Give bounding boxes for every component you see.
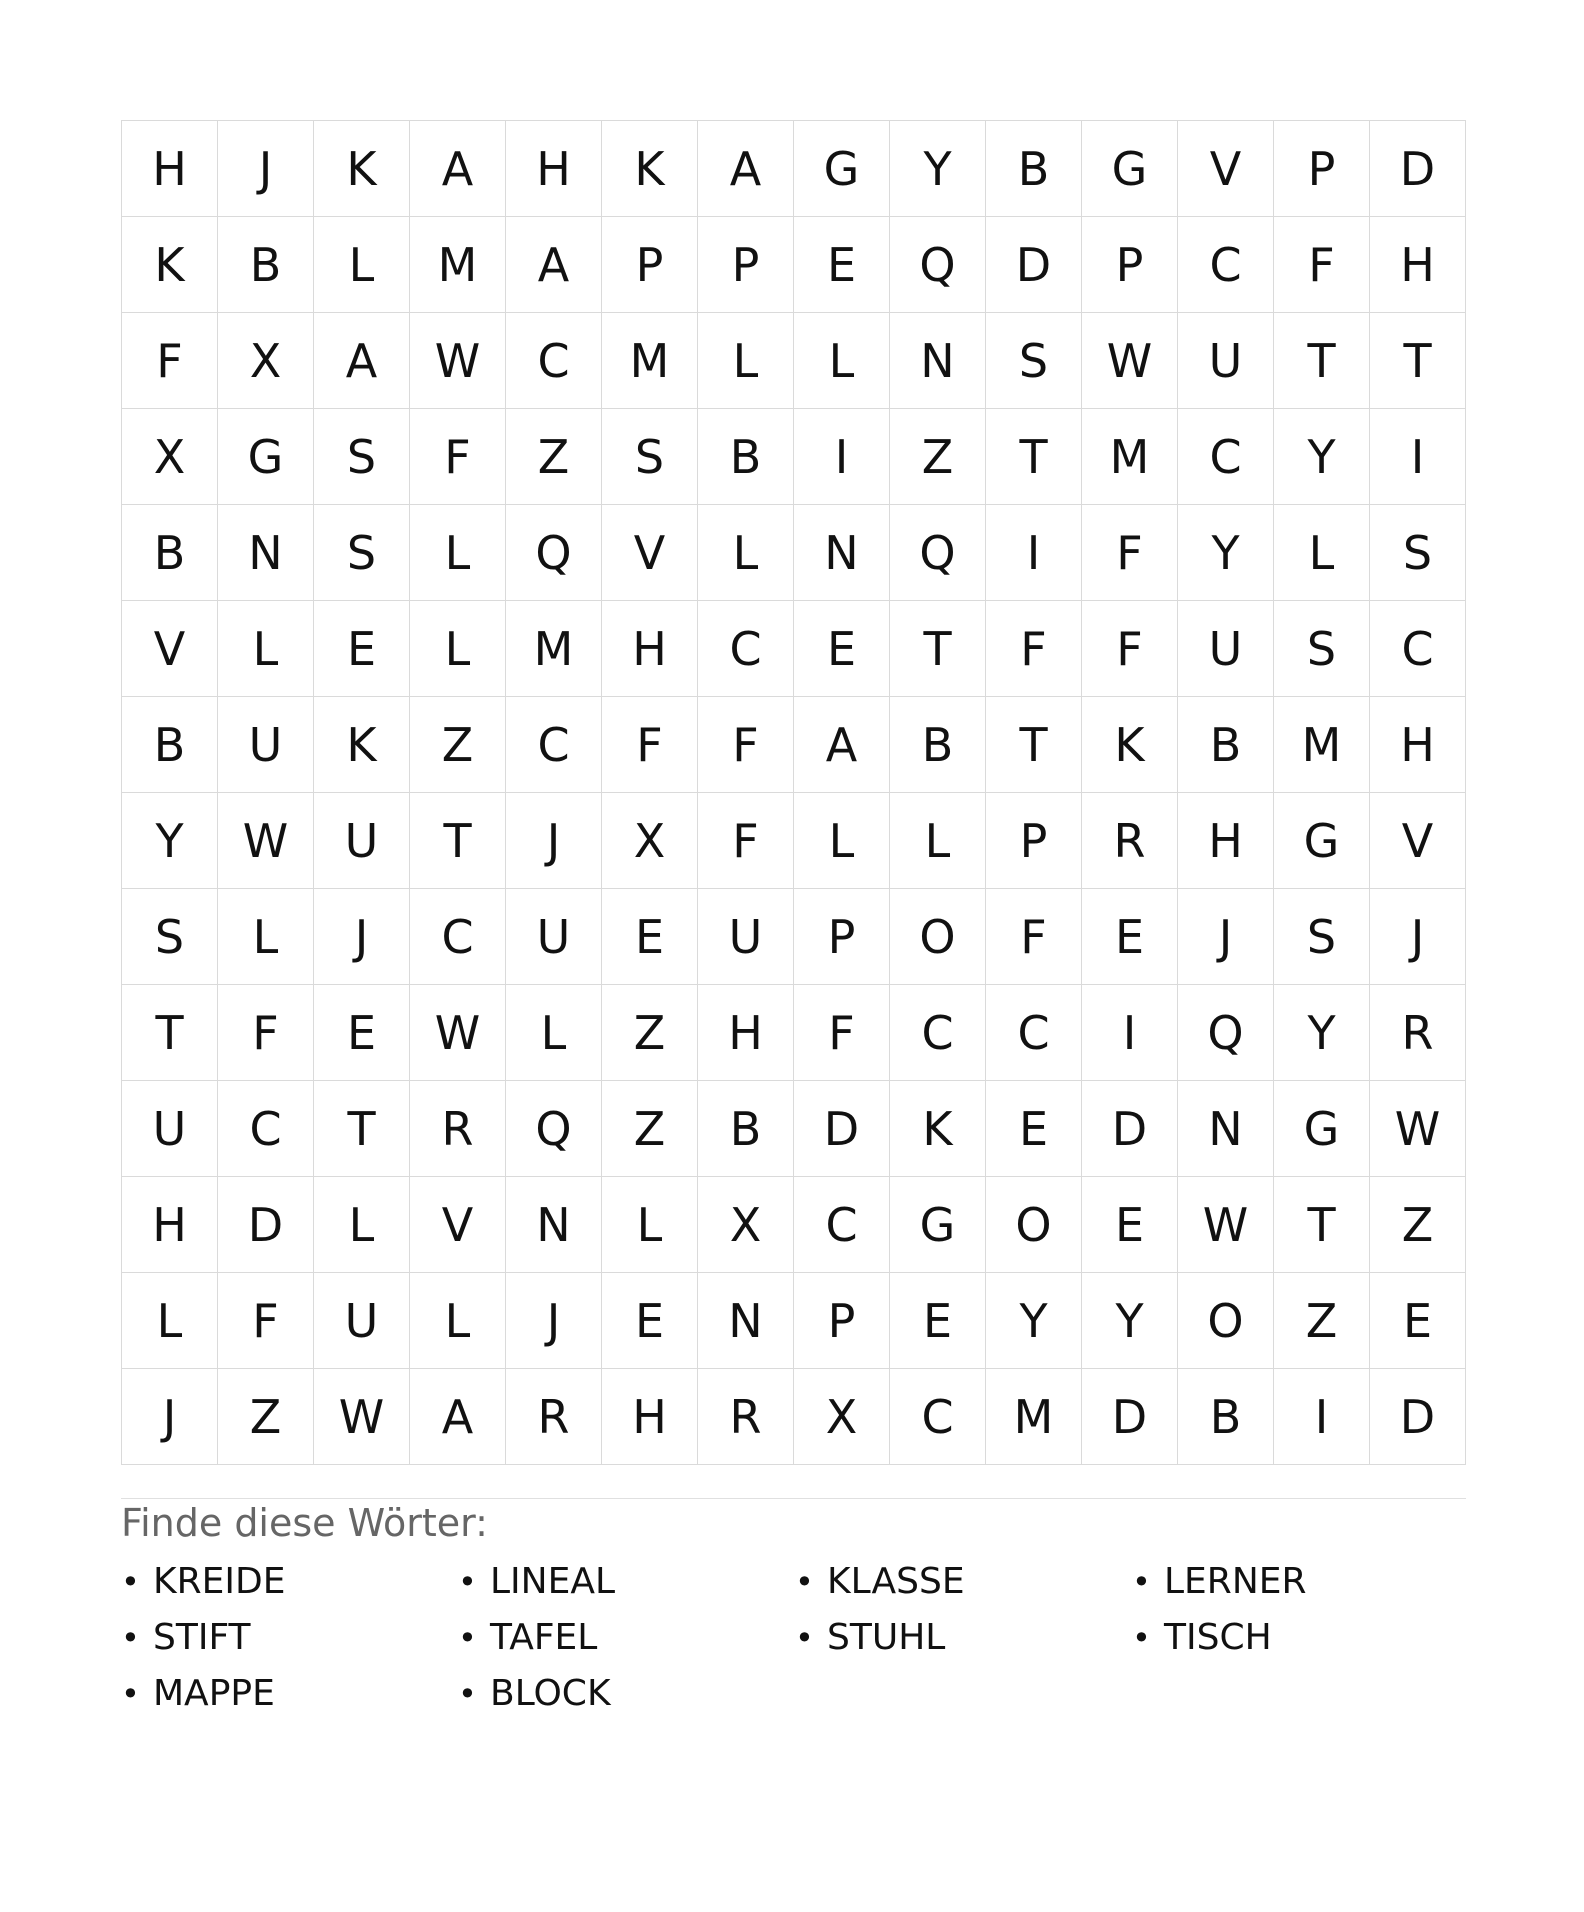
grid-cell[interactable]: G [218,409,314,505]
grid-cell[interactable]: K [1082,697,1178,793]
grid-cell[interactable]: J [1370,889,1466,985]
grid-cell[interactable]: J [218,121,314,217]
grid-cell[interactable]: X [122,409,218,505]
grid-cell[interactable]: U [122,1081,218,1177]
grid-cell[interactable]: T [1274,1177,1370,1273]
grid-cell[interactable]: U [1178,313,1274,409]
grid-cell[interactable]: M [986,1369,1082,1465]
word-label: BLOCK [490,1673,611,1714]
word-list [121,1558,1466,1726]
grid-cell[interactable]: E [890,1273,986,1369]
grid-cell[interactable]: W [410,985,506,1081]
grid-cell[interactable]: L [218,601,314,697]
grid-cell[interactable]: I [986,505,1082,601]
grid-cell[interactable]: I [794,409,890,505]
grid-cell[interactable]: A [698,121,794,217]
grid-cell[interactable]: A [410,121,506,217]
grid-cell[interactable]: J [122,1369,218,1465]
grid-cell[interactable]: W [1178,1177,1274,1273]
grid-cell[interactable]: V [1178,121,1274,217]
grid-cell[interactable]: S [122,889,218,985]
grid-cell[interactable]: S [1274,889,1370,985]
grid-cell[interactable]: N [1178,1081,1274,1177]
grid-cell[interactable]: E [1370,1273,1466,1369]
grid-cell[interactable]: X [794,1369,890,1465]
grid-cell[interactable]: V [1370,793,1466,889]
grid-cell[interactable]: U [1178,601,1274,697]
grid-cell[interactable]: L [794,793,890,889]
grid-cell[interactable]: C [890,985,986,1081]
grid-cell[interactable]: X [698,1177,794,1273]
grid-cell[interactable]: B [122,697,218,793]
grid-cell[interactable]: H [122,1177,218,1273]
word-list-heading: Finde diese Wörter: [121,1501,488,1545]
grid-cell[interactable]: B [698,409,794,505]
grid-cell[interactable]: D [1370,1369,1466,1465]
bullet-icon: • [458,1563,477,1601]
grid-cell[interactable]: L [314,1177,410,1273]
word-label: LINEAL [490,1561,616,1602]
grid-cell[interactable]: C [698,601,794,697]
grid-cell[interactable]: Q [890,217,986,313]
grid-cell[interactable]: G [1082,121,1178,217]
grid-cell[interactable]: I [1274,1369,1370,1465]
word-label: MAPPE [153,1673,275,1714]
grid-cell[interactable]: T [890,601,986,697]
grid-cell[interactable]: B [1178,1369,1274,1465]
grid-cell[interactable]: C [506,313,602,409]
grid-cell[interactable]: R [410,1081,506,1177]
grid-cell[interactable]: B [218,217,314,313]
grid-cell[interactable]: F [698,793,794,889]
grid-cell[interactable]: F [602,697,698,793]
grid-cell[interactable]: Y [122,793,218,889]
grid-cell[interactable]: W [1370,1081,1466,1177]
grid-cell[interactable]: P [794,1273,890,1369]
word-label: STIFT [153,1617,251,1658]
grid-cell[interactable]: E [602,889,698,985]
grid-cell[interactable]: E [602,1273,698,1369]
grid-cell[interactable]: C [890,1369,986,1465]
grid-cell[interactable]: N [698,1273,794,1369]
grid-cell[interactable]: V [602,505,698,601]
grid-cell[interactable]: Q [506,1081,602,1177]
grid-cell[interactable]: F [1082,601,1178,697]
grid-cell[interactable]: E [1082,1177,1178,1273]
grid-cell[interactable]: H [602,1369,698,1465]
word-list-item [458,1670,795,1726]
grid-cell[interactable]: O [1178,1273,1274,1369]
grid-cell[interactable]: E [314,985,410,1081]
grid-cell[interactable]: C [1178,409,1274,505]
grid-cell[interactable]: K [314,697,410,793]
grid-cell[interactable]: A [410,1369,506,1465]
grid-cell[interactable]: R [698,1369,794,1465]
grid-cell[interactable]: F [1274,217,1370,313]
grid-cell[interactable]: L [1274,505,1370,601]
grid-cell[interactable]: M [506,601,602,697]
word-list-item [795,1558,1132,1614]
grid-cell[interactable]: C [1370,601,1466,697]
grid-cell[interactable]: L [698,505,794,601]
grid-cell[interactable]: Z [1370,1177,1466,1273]
grid-cell[interactable]: L [602,1177,698,1273]
grid-cell[interactable]: B [890,697,986,793]
grid-cell[interactable]: T [314,1081,410,1177]
grid-cell[interactable]: R [506,1369,602,1465]
grid-cell[interactable]: N [890,313,986,409]
word-list-item [121,1614,458,1670]
grid-cell[interactable]: A [794,697,890,793]
grid-cell[interactable]: F [698,697,794,793]
grid-cell[interactable]: N [218,505,314,601]
grid-cell[interactable]: L [794,313,890,409]
grid-cell[interactable]: L [506,985,602,1081]
grid-cell[interactable]: N [506,1177,602,1273]
grid-cell[interactable]: R [1082,793,1178,889]
grid-cell[interactable]: R [1370,985,1466,1081]
grid-cell[interactable]: M [602,313,698,409]
grid-cell[interactable]: Y [1274,985,1370,1081]
grid-cell[interactable]: T [986,697,1082,793]
bullet-icon: • [121,1619,140,1657]
grid-cell[interactable]: X [218,313,314,409]
grid-cell[interactable]: J [314,889,410,985]
grid-cell[interactable]: S [602,409,698,505]
grid-cell[interactable]: S [986,313,1082,409]
grid-cell[interactable]: Q [506,505,602,601]
word-label: TAFEL [490,1617,598,1658]
grid-cell[interactable]: L [122,1273,218,1369]
grid-cell[interactable]: T [1370,313,1466,409]
grid-cell[interactable]: Z [890,409,986,505]
grid-cell[interactable]: U [506,889,602,985]
word-label: TISCH [1164,1617,1272,1658]
grid-cell[interactable]: Z [218,1369,314,1465]
grid-cell[interactable]: H [602,601,698,697]
grid-cell[interactable]: T [1274,313,1370,409]
grid-cell[interactable]: D [218,1177,314,1273]
grid-cell[interactable]: D [1370,121,1466,217]
word-list-item [458,1614,795,1670]
grid-cell[interactable]: F [218,985,314,1081]
word-label: LERNER [1164,1561,1307,1602]
word-label: KREIDE [153,1561,286,1602]
grid-cell[interactable]: V [410,1177,506,1273]
grid-cell[interactable]: E [794,217,890,313]
grid-cell[interactable]: K [122,217,218,313]
grid-cell[interactable]: I [1370,409,1466,505]
grid-cell[interactable]: Y [1274,409,1370,505]
grid-cell[interactable]: B [986,121,1082,217]
grid-cell[interactable]: F [122,313,218,409]
grid-cell[interactable]: O [890,889,986,985]
grid-cell[interactable]: Y [1178,505,1274,601]
grid-cell[interactable]: U [314,793,410,889]
grid-cell[interactable]: C [986,985,1082,1081]
grid-cell[interactable]: Z [602,1081,698,1177]
letter-grid [121,120,1466,1465]
grid-cell[interactable]: J [1178,889,1274,985]
grid-cell[interactable]: E [794,601,890,697]
grid-cell[interactable]: B [122,505,218,601]
grid-cell[interactable]: L [410,1273,506,1369]
grid-cell[interactable]: W [314,1369,410,1465]
word-list-item [1132,1614,1469,1670]
grid-cell[interactable]: P [602,217,698,313]
grid-cell[interactable]: S [314,409,410,505]
grid-cell[interactable]: B [698,1081,794,1177]
bullet-icon: • [1132,1619,1151,1657]
grid-cell[interactable]: X [602,793,698,889]
grid-cell[interactable]: E [986,1081,1082,1177]
grid-cell[interactable]: A [506,217,602,313]
grid-cell[interactable]: O [986,1177,1082,1273]
grid-cell[interactable]: U [314,1273,410,1369]
grid-cell[interactable]: Q [1178,985,1274,1081]
word-label: KLASSE [827,1561,965,1602]
grid-cell[interactable]: L [698,313,794,409]
grid-cell[interactable]: C [794,1177,890,1273]
grid-cell[interactable]: D [1082,1369,1178,1465]
word-list-item [121,1558,458,1614]
grid-cell[interactable]: K [890,1081,986,1177]
grid-cell[interactable]: M [410,217,506,313]
grid-cell[interactable]: P [1082,217,1178,313]
grid-cell[interactable]: U [698,889,794,985]
grid-cell[interactable]: P [698,217,794,313]
bullet-icon: • [458,1619,477,1657]
bullet-icon: • [1132,1563,1151,1601]
grid-cell[interactable]: L [890,793,986,889]
grid-cell[interactable]: J [506,1273,602,1369]
grid-cell[interactable]: S [1370,505,1466,601]
grid-cell[interactable]: C [218,1081,314,1177]
grid-cell[interactable]: F [794,985,890,1081]
grid-cell[interactable]: H [1178,793,1274,889]
grid-cell[interactable]: H [122,121,218,217]
grid-cell[interactable]: G [1274,793,1370,889]
grid-cell[interactable]: B [1178,697,1274,793]
word-list-item [121,1670,458,1726]
grid-cell[interactable]: T [122,985,218,1081]
grid-cell[interactable]: Z [602,985,698,1081]
grid-cell[interactable]: F [986,889,1082,985]
grid-cell[interactable]: H [698,985,794,1081]
grid-cell[interactable]: U [218,697,314,793]
bullet-icon: • [121,1563,140,1601]
grid-cell[interactable]: Y [986,1273,1082,1369]
bullet-icon: • [795,1619,814,1657]
grid-cell[interactable]: Y [1082,1273,1178,1369]
grid-cell[interactable]: P [1274,121,1370,217]
grid-cell[interactable]: F [1082,505,1178,601]
grid-cell[interactable]: N [794,505,890,601]
grid-cell[interactable]: J [506,793,602,889]
grid-cell[interactable]: D [794,1081,890,1177]
bullet-icon: • [795,1563,814,1601]
grid-cell[interactable]: W [218,793,314,889]
grid-cell[interactable]: L [218,889,314,985]
grid-cell[interactable]: G [1274,1081,1370,1177]
grid-cell[interactable]: L [410,505,506,601]
grid-cell[interactable]: T [410,793,506,889]
grid-cell[interactable]: V [122,601,218,697]
grid-cell[interactable]: H [506,121,602,217]
grid-cell[interactable]: D [986,217,1082,313]
grid-cell[interactable]: E [1082,889,1178,985]
grid-cell[interactable]: W [1082,313,1178,409]
grid-cell[interactable]: P [986,793,1082,889]
grid-cell[interactable]: Z [410,697,506,793]
grid-cell[interactable]: H [1370,697,1466,793]
bullet-icon: • [458,1675,477,1713]
word-label: STUHL [827,1617,946,1658]
grid-cell[interactable]: P [794,889,890,985]
grid-cell[interactable]: G [794,121,890,217]
grid-cell[interactable]: K [314,121,410,217]
word-list-item [1132,1558,1469,1614]
grid-cell[interactable]: L [314,217,410,313]
grid-cell[interactable]: M [1274,697,1370,793]
grid-cell[interactable]: T [986,409,1082,505]
grid-cell[interactable]: W [410,313,506,409]
grid-cell[interactable]: Z [506,409,602,505]
grid-cell[interactable]: Y [890,121,986,217]
grid-cell[interactable]: E [314,601,410,697]
bullet-icon: • [121,1675,140,1713]
grid-cell[interactable]: S [314,505,410,601]
grid-cell[interactable]: C [506,697,602,793]
grid-cell[interactable]: H [1370,217,1466,313]
divider [121,1498,1466,1499]
grid-cell[interactable]: Z [1274,1273,1370,1369]
grid-cell[interactable]: Q [890,505,986,601]
grid-cell[interactable]: C [1178,217,1274,313]
grid-cell[interactable]: L [410,601,506,697]
grid-cell[interactable]: M [1082,409,1178,505]
word-list-item [458,1558,795,1614]
grid-cell[interactable]: S [1274,601,1370,697]
grid-cell[interactable]: F [410,409,506,505]
grid-cell[interactable]: D [1082,1081,1178,1177]
word-list-item [795,1614,1132,1670]
grid-cell[interactable]: G [890,1177,986,1273]
grid-cell[interactable]: F [986,601,1082,697]
grid-cell[interactable]: F [218,1273,314,1369]
grid-cell[interactable]: K [602,121,698,217]
grid-cell[interactable]: C [410,889,506,985]
grid-cell[interactable]: A [314,313,410,409]
grid-cell[interactable]: I [1082,985,1178,1081]
